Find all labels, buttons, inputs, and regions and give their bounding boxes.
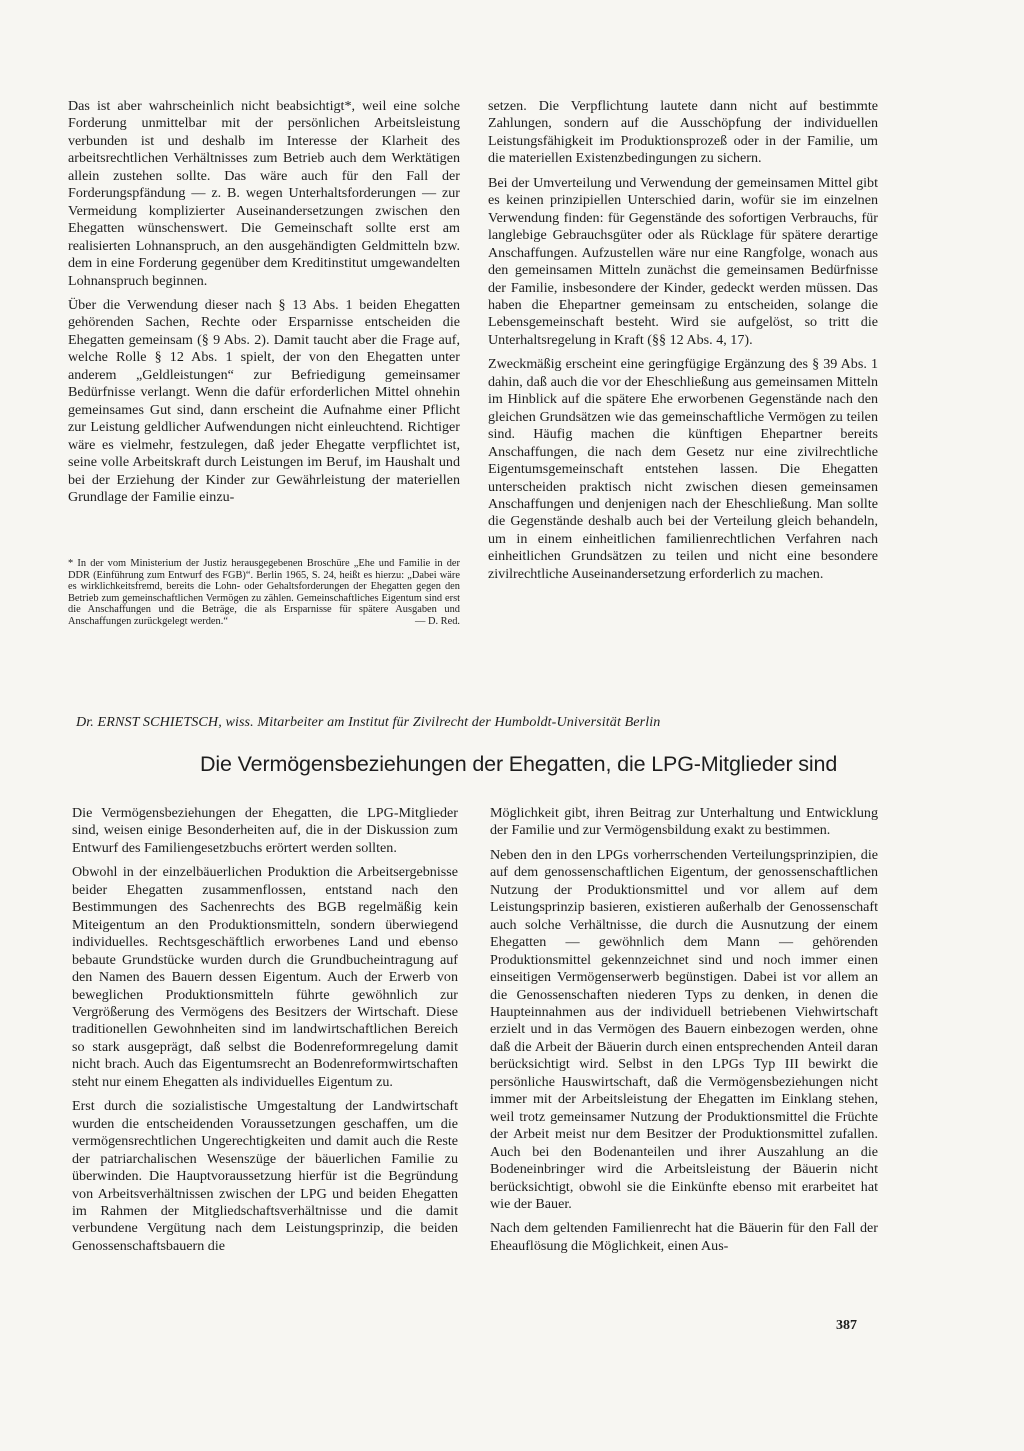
column-top-left xyxy=(68,98,460,506)
paragraph: Zweckmäßig erscheint eine geringfügige Ergänzung des § 39 Abs. 1 dahin, daß auch die vor der Eheschließung aus gemeinsamen Mitteln im Hinblick auf die spätere Ehe erworbenen Gegenstände nach den gleichen Grundsätzen wie das gemeinschaftliche Vermögen zu teilen sind. Häufig machen die künftigen Ehepartner bereits Anschaffungen, die nach dem Gesetz nur eine zivilrechtliche Eigentumsgemeinschaft entstehen lassen. Die Ehegatten unterscheiden praktisch nicht zwischen diesen gemeinsamen Anschaffungen und denjenigen nach der Eheschließung. Man sollte die Gegenstände deshalb auch bei der Verteilung gleich behandeln, um in einem einheitlichen familienrechtlichen Verfahren nach einheitlichen Grundsätzen zu teilen und nicht eine besondere zivilrechtliche Auseinandersetzung erforderlich zu machen. xyxy=(488,356,878,582)
paragraph: Die Vermögensbeziehungen der Ehegatten, die LPG-Mitglieder sind, weisen einige Besonderheiten auf, die in der Diskussion zum Entwurf des Familiengesetzbuchs erörtert werden sollten. xyxy=(72,805,458,856)
paragraph: Über die Verwendung dieser nach § 13 Abs. 1 beiden Ehegatten gehörenden Sachen, Rechte oder Ersparnisse entscheiden die Ehegatten gemeinsam (§ 9 Abs. 2). Damit taucht aber die Frage auf, welche Rolle § 12 Abs. 1 spielt, der von den Ehegatten unter anderem „Geldleistungen“ zur Befriedigung gemeinsamer Bedürfnisse verlangt. Wenn die dafür erforderlichen Mittel ohnehin gemeinsames Gut sind, dann erscheint die Aufnahme einer Pflicht zur Leistung geldlicher Aufwendungen nicht einleuchtend. Richtiger wäre es vielmehr, festzulegen, daß jeder Ehegatte verpflichtet ist, seine volle Arbeitskraft durch Leistungen im Beruf, im Haushalt und bei der Erziehung der Kinder zur Gewährleistung der materiellen Grundlage der Familie einzu- xyxy=(68,296,460,505)
footnote xyxy=(68,558,460,628)
author-byline: Dr. ERNST SCHIETSCH, wiss. Mitarbeiter am Institut für Zivilrecht der Humboldt-Universität Berlin xyxy=(76,714,661,730)
column-bottom-left xyxy=(72,805,458,1255)
footnote-text: * In der vom Ministerium der Justiz herausgegebenen Broschüre „Ehe und Familie in der DDR (Einführung zum Entwurf des FGB)“. Berlin 1965, S. 24, heißt es hierzu: „Dabei wäre es wirklichkeitsfremd, bereits die Lohn- oder Gehaltsforderungen der Ehegatten gegen den Betrieb zum gemeinschaftlichen Vermögen zu zählen. Gemeinschaftliches Eigentum sind erst die Anschaffungen und die Beträge, die als Ersparnisse für spätere Ausgaben und Anschaffungen zurückgelegt werden.“ xyxy=(68,558,460,627)
paragraph: Bei der Umverteilung und Verwendung der gemeinsamen Mittel gibt es keinen prinzipiellen Unterschied darin, wofür sie im einzelnen Verwendung finden: für Gegenstände des sofortigen Verbrauchs, für langlebige Gebrauchsgüter oder als Rücklage für spätere derartige Anschaffungen. Aufzustellen wäre nur eine Rangfolge, wonach aus den gemeinsamen Mitteln zunächst die gemeinsamen Bedürfnisse der Familie, insbesondere der Kinder, gedeckt werden müssen. Das haben die Ehepartner gemeinsam zu entscheiden, solange die Lebensgemeinschaft besteht. Wird sie aufgelöst, so tritt die Unterhaltsregelung in Kraft (§§ 12 Abs. 4, 17). xyxy=(488,174,878,348)
article-title: Die Vermögensbeziehungen der Ehegatten, die LPG-Mitglieder sind xyxy=(200,752,838,776)
paragraph: Nach dem geltenden Familienrecht hat die Bäuerin für den Fall der Eheauflösung die Möglichkeit, einen Aus- xyxy=(490,1220,878,1254)
paragraph: Erst durch die sozialistische Umgestaltung der Landwirtschaft wurden die entscheidenden Voraussetzungen geschaffen, um die vermögensrechtlichen Ungerechtigkeiten und damit auch die Reste der patriarchalischen Wesenszüge der bäuerlichen Familie zu überwinden. Die Hauptvoraussetzung hierfür ist die Begründung von Arbeitsverhältnissen zwischen der LPG und beiden Ehegatten im Rahmen der Mitgliedschaftsverhältnisse und die damit verbundene Vergütung nach dem Leistungsprinzip, die beiden Genossenschaftsbauern die xyxy=(72,1098,458,1254)
paragraph: Neben den in den LPGs vorherrschenden Verteilungsprinzipien, die auf dem genossenschaftlichen Eigentum, der genossenschaftlichen Nutzung der Produktionsmittel und vor allem auf dem Leistungsprinzip basieren, existieren außerhalb der Genossenschaft auch solche Verhältnisse, die durch die Ausnutzung der einem Ehegatten — gewöhnlich dem Mann — gehörenden Produktionsmittel gekennzeichnet sind und noch immer einen einseitigen Vermögenserwerb begünstigen. Dabei ist vor allem an die Genossenschaften niederen Typs zu denken, in denen die Haupteinnahmen aus der individuell betriebenen Viehwirtschaft erzielt und in das Vermögen des Bauern einbezogen werden, ohne daß die Arbeit der Bäuerin durch einen entsprechenden Anteil daran berücksichtigt wird. Selbst in den LPGs Typ III bewirkt die persönliche Hauswirtschaft, daß die Vermögensbeziehungen nicht immer mit der Arbeitsleistung der Ehegatten im Einklang stehen, weil trotz gemeinsamer Nutzung der Produktionsmittel die Früchte der Arbeit meist nur dem Besitzer der Produktionsmittel zufallen. Auch bei den Bodenanteilen und ihrer Auszahlung an die Bodeneinbringer wird die Arbeitsleistung der Bäuerin nicht berücksichtigt, obwohl sie die Einkünfte ebenso mit erarbeitet hat wie der Bauer. xyxy=(490,846,878,1212)
footnote-signature: — D. Red. xyxy=(414,615,460,627)
column-bottom-right xyxy=(490,805,878,1255)
page-number: 387 xyxy=(836,1318,857,1333)
paragraph: setzen. Die Verpflichtung lautete dann nicht auf bestimmte Zahlungen, sondern auf die Ausschöpfung der individuellen Leistungsfähigkeit im Produktionsprozeß oder in der Familie, um die materiellen Existenzbedingungen zu sichern. xyxy=(488,98,878,167)
paragraph: Das ist aber wahrscheinlich nicht beabsichtigt*, weil eine solche Forderung unmittelbar mit der persönlichen Arbeitsleistung verbunden ist und deshalb im Interesse der Klarheit des arbeitsrechtlichen Verhältnisses zum Betrieb auch dem Werktätigen allein zustehen sollte. Das wäre auch für den Fall der Forderungspfändung — z. B. wegen Unterhaltsforderungen — zur Vermeidung komplizierter Auseinandersetzungen zwischen den Ehegatten wünschenswert. Die Gemeinschaft sollte erst am realisierten Lohnanspruch, an den ausgehändigten Geldmitteln bzw. dem in eine Forderung gegenüber dem Kreditinstitut umgewandelten Lohnanspruch beginnen. xyxy=(68,98,460,289)
column-top-right xyxy=(488,98,878,583)
paragraph: Obwohl in der einzelbäuerlichen Produktion die Arbeitsergebnisse beider Ehegatten zusammenflossen, entstand nach den Bestimmungen des Sachenrechts des BGB regelmäßig kein Miteigentum an den Produktionsmitteln, sondern überwiegend individuelles. Rechtsgeschäftlich erworbenes Land und ebenso bebaute Grundstücke wurden durch die Grundbucheintragung auf den Namen des Bauern dessen Eigentum. Auch der Erwerb von beweglichen Produktionsmitteln führte gewöhnlich zur Vergrößerung des Vermögens des Besitzers der Wirtschaft. Diese traditionellen Gewohnheiten sind im landwirtschaftlichen Bereich so stark ausgeprägt, daß selbst die Bodenreformregelung damit nicht brach. Auch das Eigentumsrecht an Bodenreformwirtschaften steht nur einem Ehegatten als individuelles Eigentum zu. xyxy=(72,864,458,1090)
paragraph: Möglichkeit gibt, ihren Beitrag zur Unterhaltung und Entwicklung der Familie und zur Vermögensbildung exakt zu bestimmen. xyxy=(490,805,878,839)
